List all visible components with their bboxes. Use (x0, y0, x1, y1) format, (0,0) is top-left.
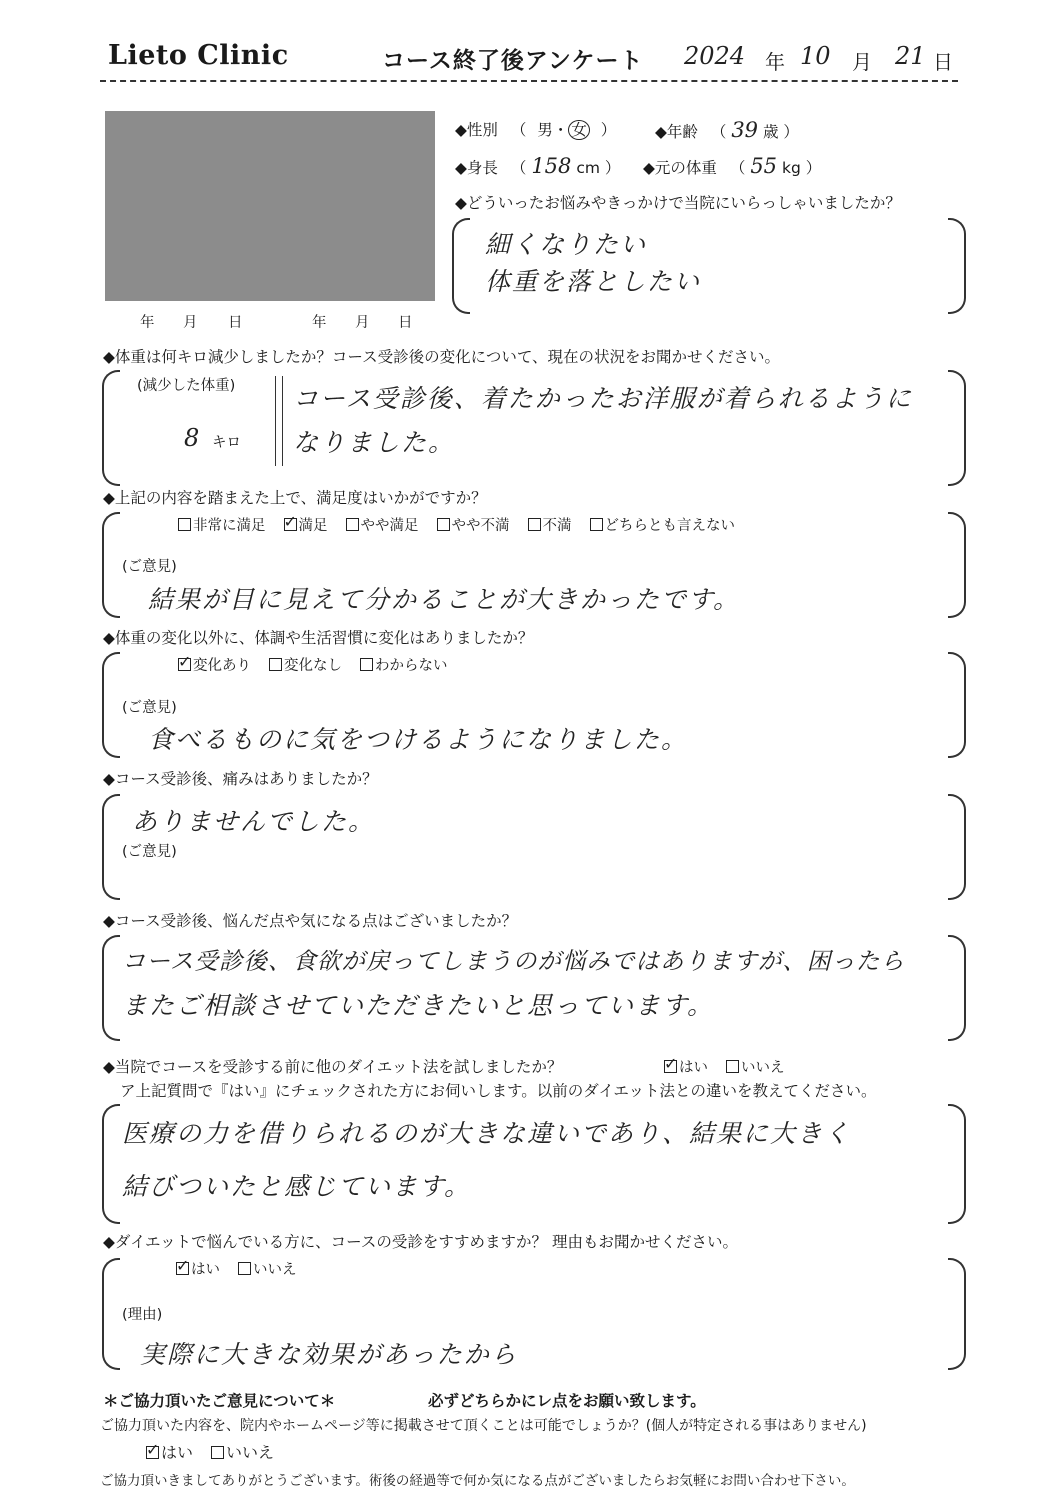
photo2-year: 年 (312, 315, 327, 331)
satisfaction-option-satisfied[interactable]: ✓ 満足 (284, 514, 328, 535)
date-day-unit: 日 (933, 50, 953, 74)
age-value: 39 (731, 118, 759, 142)
satisfaction-option-somewhat-dissatisfied[interactable]: やや不満 (437, 514, 510, 535)
height-field (455, 154, 620, 178)
weight-value: 55 (750, 154, 778, 178)
gender-close: ） (600, 121, 617, 139)
height-open: （ (510, 159, 527, 177)
reason-bracket-left (452, 218, 470, 314)
concern-bracket-left (102, 935, 120, 1041)
pain-question: ◆コース受診後、痛みはありましたか？ (103, 770, 378, 788)
weight-field (643, 154, 821, 178)
recommend-bracket-left (102, 1258, 120, 1370)
reason-answer-line2: 体重を落としたい (485, 267, 702, 296)
form-title: コース終了後アンケート (382, 48, 644, 74)
checkbox-icon (528, 518, 541, 531)
gender-separator: ・ (552, 121, 569, 139)
recommend-option-no[interactable]: いいえ (238, 1258, 297, 1279)
weight-answer-line2: なりました。 (293, 428, 456, 457)
recommend-reason: 実際に大きな効果があったから (140, 1340, 518, 1369)
reason-answer-line1: 細くなりたい (485, 230, 648, 259)
clinic-logo: Lieto Clinic (108, 40, 289, 71)
pain-bracket-left (102, 794, 120, 900)
pain-bracket-right (948, 794, 966, 900)
lifestyle-opinion-label: (ご意見) (122, 700, 177, 716)
height-label: ◆身長 (455, 159, 498, 177)
checked-checkbox-icon (284, 518, 297, 531)
other-diet-options (664, 1056, 803, 1077)
checkbox-icon (346, 518, 359, 531)
photo1-day: 日 (228, 315, 243, 331)
weight-bracket-left (102, 370, 120, 486)
lifestyle-option-changed[interactable]: ✓変化あり (178, 654, 251, 675)
checked-checkbox-icon (664, 1060, 677, 1073)
age-label: ◆年齢 (655, 123, 698, 141)
satisfaction-question: ◆上記の内容を踏まえた上で、満足度はいかがですか？ (103, 489, 487, 507)
age-field (655, 118, 799, 142)
checked-checkbox-icon (178, 658, 191, 671)
photo1-month: 月 (183, 315, 198, 331)
checkbox-icon (269, 658, 282, 671)
date-month: 10 (800, 42, 831, 70)
weight-open: （ (729, 159, 746, 177)
recommend-bracket-right (948, 1258, 966, 1370)
satisfaction-option-very-satisfied[interactable]: 非常に満足 (178, 514, 266, 535)
lifestyle-options (178, 654, 466, 675)
checked-checkbox-icon (146, 1446, 159, 1459)
footer-question: ご協力頂いた内容を、院内やホームページ等に掲載させて頂くことは可能でしょうか？(個人が特定される事はありません) (100, 1418, 867, 1434)
weight-question: ◆体重は何キロ減少しましたか？コース受診後の変化について、現在の状況をお聞かせください。 (103, 348, 781, 366)
gender-female-circled: 女 (568, 120, 590, 140)
satisfaction-bracket-left (102, 512, 120, 618)
before-after-photo (105, 111, 435, 301)
reason-question: ◆どういったお悩みやきっかけで当院にいらっしゃいましたか？ (455, 194, 901, 212)
pain-opinion-label: (ご意見) (122, 844, 177, 860)
footer-thanks: ご協力頂いきましてありがとうございます。術後の経過等で何か気になる点がございましたらお気軽にお問い合わせ下さい。 (100, 1473, 855, 1489)
height-value: 158 (531, 154, 572, 178)
age-unit: 歳 ） (762, 123, 799, 141)
recommend-options (176, 1258, 315, 1279)
weight-bracket-right (948, 370, 966, 486)
height-unit: cm ） (576, 159, 621, 177)
weight-loss-unit: キロ (212, 435, 241, 451)
checked-checkbox-icon (176, 1262, 189, 1275)
satisfaction-bracket-right (948, 512, 966, 618)
other-diet-followup: ア上記質問で『はい』にチェックされた方にお伺いします。以前のダイエット法との違いを教えてください。 (120, 1082, 877, 1100)
photo2-month: 月 (355, 315, 370, 331)
other-diet-question: ◆当院でコースを受診する前に他のダイエット法を試しましたか？ (103, 1058, 563, 1076)
publish-option-no[interactable]: いいえ (211, 1440, 274, 1463)
other-diet-option-yes[interactable]: ✓ はい (664, 1056, 708, 1077)
lifestyle-option-no-change[interactable]: 変化なし (269, 654, 342, 675)
recommend-reason-label: (理由) (122, 1307, 163, 1323)
weight-answer-line1: コース受診後、着たかったお洋服が着られるように (293, 384, 913, 413)
pain-answer: ありませんでした。 (132, 807, 376, 836)
concern-answer-line2: またご相談させていただきたいと思っています。 (122, 991, 715, 1020)
reason-bracket-right (948, 218, 966, 314)
concern-answer-line1: コース受診後、食欲が戻ってしまうのが悩みではありますが、困ったら (122, 947, 905, 975)
satisfaction-opinion-label: (ご意見) (122, 559, 177, 575)
date-day: 21 (895, 42, 926, 70)
satisfaction-option-dissatisfied[interactable]: 不満 (528, 514, 572, 535)
photo2-day: 日 (398, 315, 413, 331)
lifestyle-bracket-left (102, 652, 120, 758)
other-diet-bracket-right (948, 1104, 966, 1224)
other-diet-bracket-left (102, 1104, 120, 1224)
gender-field (455, 118, 616, 140)
concern-question: ◆コース受診後、悩んだ点や気になる点はございましたか？ (103, 912, 518, 930)
publish-option-yes[interactable]: ✓はい (146, 1440, 193, 1463)
age-open: （ (710, 123, 727, 141)
other-diet-option-no[interactable]: いいえ (726, 1056, 785, 1077)
satisfaction-option-neither[interactable]: どちらとも言えない (590, 514, 736, 535)
weight-label: ◆元の体重 (643, 159, 717, 177)
weight-divider-2 (282, 376, 283, 466)
footer-notice: 必ずどちらかにレ点をお願い致します。 (428, 1392, 706, 1410)
other-diet-answer-line2: 結びついたと感じています。 (122, 1172, 472, 1201)
footer-options (146, 1440, 292, 1463)
footer-heading: ＊ご協力頂いたご意見について＊ (103, 1392, 336, 1410)
checkbox-icon (211, 1446, 224, 1459)
date-month-unit: 月 (852, 50, 872, 74)
checkbox-icon (178, 518, 191, 531)
photo1-year: 年 (140, 315, 155, 331)
header-divider (100, 80, 958, 82)
lifestyle-opinion: 食べるものに気をつけるようになりました。 (148, 725, 689, 754)
satisfaction-option-somewhat-satisfied[interactable]: やや満足 (346, 514, 419, 535)
weight-divider-1 (275, 376, 276, 466)
gender-label: ◆性別 (455, 121, 498, 139)
concern-bracket-right (948, 935, 966, 1041)
recommend-question: ◆ダイエットで悩んでいる方に、コースの受診をすすめますか？ 理由もお聞かせください。 (103, 1233, 738, 1251)
gender-male: 男 (537, 121, 553, 139)
checkbox-icon (437, 518, 450, 531)
checkbox-icon (238, 1262, 251, 1275)
checkbox-icon (360, 658, 373, 671)
checkbox-icon (590, 518, 603, 531)
recommend-option-yes[interactable]: ✓はい (176, 1258, 220, 1279)
weight-unit: kg ） (781, 159, 822, 177)
lifestyle-bracket-right (948, 652, 966, 758)
date-year: 2024 (684, 42, 746, 70)
satisfaction-options (178, 514, 753, 535)
lifestyle-option-unknown[interactable]: わからない (360, 654, 448, 675)
weight-loss-label: (減少した体重) (137, 378, 236, 394)
gender-open: （ (510, 121, 527, 139)
satisfaction-opinion: 結果が目に見えて分かることが大きかったです。 (148, 585, 741, 614)
lifestyle-question: ◆体重の変化以外に、体調や生活習慣に変化はありましたか？ (103, 629, 534, 647)
date-year-unit: 年 (765, 50, 785, 74)
weight-loss-value: 8 (184, 424, 200, 452)
checkbox-icon (726, 1060, 739, 1073)
other-diet-answer-line1: 医療の力を借りられるのが大きな違いであり、結果に大きく (122, 1119, 852, 1148)
